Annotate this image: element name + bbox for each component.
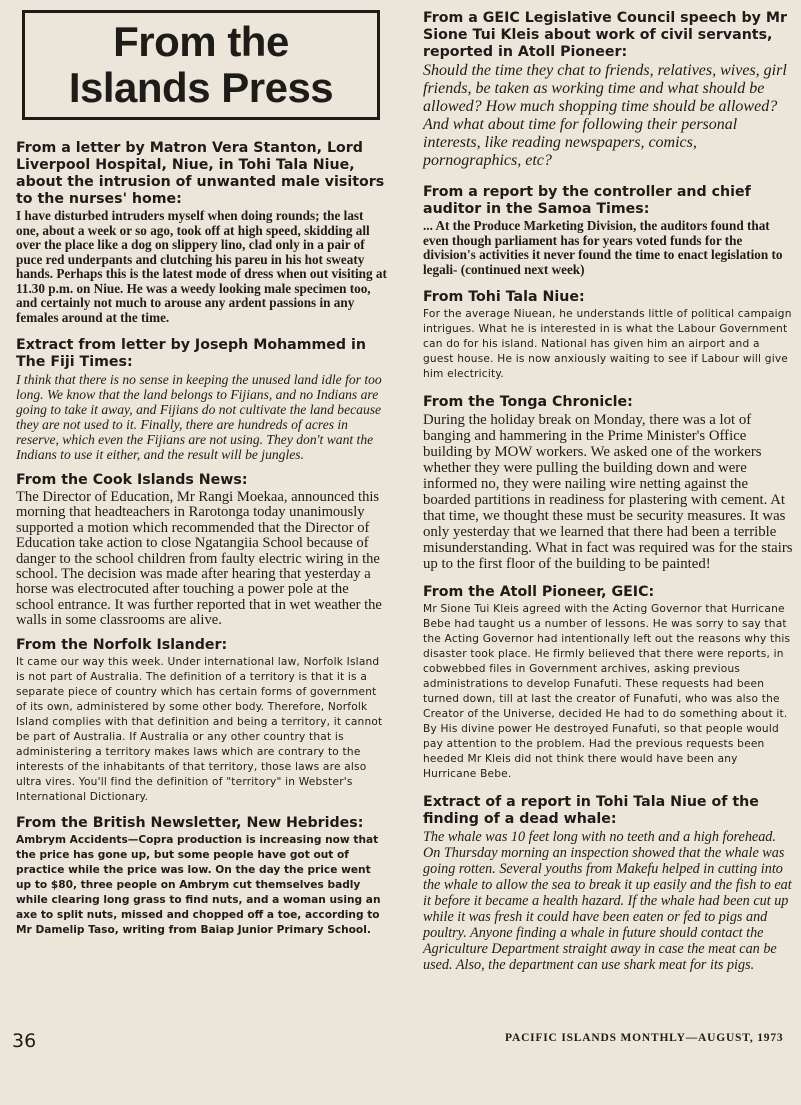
- page-title-line-1: From the: [113, 18, 289, 65]
- article-samoa-times: [423, 184, 793, 277]
- article-heading: From a GEIC Legislative Council speech by Mr Sione Tui Kleis about work of civil servants, reported in Atoll Pioneer:: [423, 10, 787, 60]
- title-box: [22, 10, 380, 120]
- page-title-line-2: Islands Press: [68, 64, 334, 111]
- article-heading: From the Tonga Chronicle:: [423, 394, 633, 410]
- article-atoll-pioneer: [423, 584, 793, 782]
- article-body: I have disturbed intruders myself when doing rounds; the last one, about a week or so ago, took off at high speed, skidding all over the place like a dog on slippery lino, clad only in a pair of puce red underpants and clutching his pareu in his hot sweaty hands. Perhaps this is the latest mode of dress when out visiting at 11.30 p.m. on Niue. He was a weedy looking male specimen too, and certainly not much to arouse any ardent passions in any females around at the time.: [16, 208, 387, 325]
- magazine-footer: PACIFIC ISLANDS MONTHLY—AUGUST, 1973: [505, 1032, 784, 1044]
- article-fiji-times: [16, 337, 389, 462]
- article-body: Mr Sione Tui Kleis agreed with the Acting Governor that Hurricane Bebe had taught us a number of lessons. He was sorry to say that the Acting Governor had intentionally left out the reasons why this disaster took place. He firmly believed that there were reports, in cobwebbed files in Government archives, asking previous administrations to develop Funafuti. These requests had been turned down, till at last the creator of Funafuti, who was also the Creator of the Universe, decided He had to do something about it. By His divine power He destroyed Funafuti, so that people would pay attention to the problem. Had the previous requests been heeded Mr Kleis did not think there would have been any Hurricane Bebe.: [423, 603, 791, 780]
- article-heading: Extract of a report in Tohi Tala Niue of the finding of a dead whale:: [423, 794, 759, 827]
- article-british-newsletter: [16, 815, 389, 938]
- article-body: Ambrym Accidents—Copra production is increasing now that the price has gone up, but some people have got out of practice while the price was low. On the day the price went up to $80, three people on Ambrym cut themselves badly while clearing long grass to find nuts, and a woman using an axe to split nuts, missed and chopped off a toe, according to Mr Damelip Taso, writing from Baiap Junior Primary School.: [16, 833, 381, 936]
- article-body: It came our way this week. Under international law, Norfolk Island is not part of Australia. The definition of a territory is that it is a separate piece of country which has certain forms of government of its own, administered by some other body. Therefore, Norfolk Island complies with that definition and being a territory, it cannot be part of Australia. If Australia or any other country that is administering a territory makes laws which are contrary to the interests of the inhabitants of that territory, those laws are also ultra vires. You'll find the definition of "territory" in Webster's International Dictionary.: [16, 655, 383, 803]
- article-heading: Extract from letter by Joseph Mohammed in The Fiji Times:: [16, 337, 366, 370]
- article-tonga-chronicle: [423, 394, 793, 572]
- article-heading: From a letter by Matron Vera Stanton, Lord Liverpool Hospital, Niue, in Tohi Tala Niue, about the intrusion of unwanted male visitors to the nurses' home:: [16, 140, 385, 207]
- page-number: 36: [12, 1030, 37, 1052]
- article-body: I think that there is no sense in keeping the unused land idle for too long. We know that the land belongs to Fijians, and no Indians are going to take it away, and Fijians do not cultivate the land because they are not used to it. Finally, there are hundreds of acres in reserve, which even the Fijians are not using. They don't want the Indians to use it either, and the result will be jungles.: [16, 372, 382, 462]
- article-body: For the average Niuean, he understands little of political campaign intrigues. What he is interested in is what the Labour Government can do for his island. National has given him an airport and a guest house. He is now anxiously waiting to see if Labour will give him electricity.: [423, 308, 792, 380]
- left-column: [16, 10, 389, 948]
- article-body: ... At the Produce Marketing Division, the auditors found that even though parliament has for years voted funds for the division's activities it never found the time to enact legislation to legali- (continued next week): [423, 218, 783, 277]
- article-cook-islands-news: [16, 472, 389, 629]
- article-heading: From the Cook Islands News:: [16, 472, 248, 488]
- article-heading: From the Norfolk Islander:: [16, 636, 228, 653]
- right-column: [423, 10, 793, 983]
- article-tohi-tala-niue: [423, 289, 793, 382]
- article-body: During the holiday break on Monday, there was a lot of banging and hammering in the Prime Minister's Office building by MOW workers. We asked one of the workers whether they were pulling the building down and were informed no, they were nailing wire netting against the boarded partitions in readiness for plastering with cement. At that time, we thought these must be security measures. It was only yesterday that we learned that there had been a terrible misunderstanding. What in fact was required was for the stairs up to the first floor of the building to be painted!: [423, 412, 793, 572]
- article-norfolk-islander: [16, 637, 389, 805]
- article-heading: From the British Newsletter, New Hebrides:: [16, 814, 364, 831]
- article-geic-speech: [423, 10, 793, 170]
- article-niue-letter: [16, 140, 389, 325]
- article-body: The whale was 10 feet long with no teeth and a high forehead. On Thursday morning an inspection showed that the whale was going rotten. Several youths from Makefu helped in cutting into the whale to allow the sea to break it up easily and the fish to eat it before it became a health hazard. If the whale had been cut up while it was fresh it could have been eaten or fed to pigs and poultry. Anyone finding a whale in future should contact the Agriculture Department straight away in case the meat can be used. Also, the department can use shark meat for its pigs.: [423, 829, 792, 973]
- article-heading: From Tohi Tala Niue:: [423, 289, 585, 305]
- article-heading: From a report by the controller and chief auditor in the Samoa Times:: [423, 184, 751, 217]
- article-body: The Director of Education, Mr Rangi Moekaa, announced this morning that headteachers in Rarotonga today unanimously supported a motion which recommended that the Director of Education take action to close Ngatangiia School because of danger to the school children from faulty electric wiring in the school. The decision was made after hearing that yesterday a horse was electrocuted after touching a power pole at the school entrance. It was further reported that in wet weather the walls in some classrooms are alive.: [16, 489, 382, 629]
- article-dead-whale: [423, 794, 793, 973]
- article-heading: From the Atoll Pioneer, GEIC:: [423, 584, 655, 600]
- article-body: Should the time they chat to friends, relatives, wives, girl friends, be taken as working time and what should be allowed? How much shopping time should be allowed? And what about time for following their personal interests, like reading newspapers, comics, pornographics, etc?: [423, 62, 787, 169]
